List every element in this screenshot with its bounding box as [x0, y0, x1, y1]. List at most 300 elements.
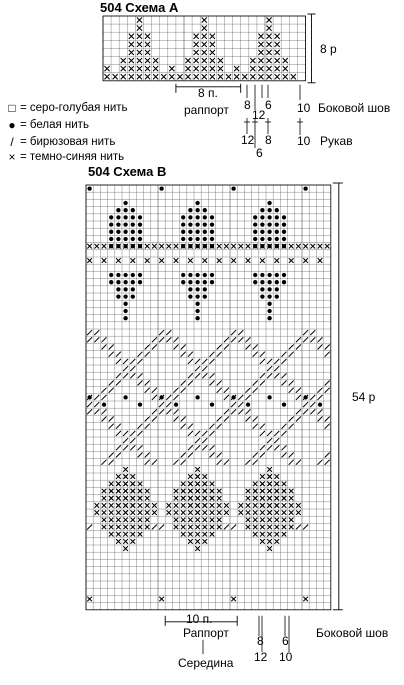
cross-mark — [188, 489, 193, 494]
cross-mark — [195, 539, 200, 544]
slash-mark — [281, 380, 286, 385]
cross-mark — [195, 532, 200, 537]
cross-mark — [102, 489, 107, 494]
cross-mark — [109, 503, 114, 508]
cross-mark — [123, 517, 128, 522]
dot-mark — [275, 294, 279, 298]
dot-mark — [123, 273, 127, 277]
cross-mark — [188, 258, 193, 263]
chart-b-title: 504 Схема В — [88, 164, 167, 179]
cross-mark — [202, 525, 207, 530]
cross-mark — [174, 510, 179, 515]
dot-mark — [131, 280, 135, 284]
dot-mark — [253, 222, 257, 226]
slash-mark — [274, 445, 279, 450]
slash-mark — [109, 424, 114, 429]
cross-mark — [246, 510, 251, 515]
cross-mark — [267, 474, 272, 479]
cross-mark — [267, 467, 272, 472]
cross-mark — [274, 517, 279, 522]
slash-mark — [181, 452, 186, 457]
cross-mark — [138, 503, 143, 508]
slash-mark — [145, 352, 150, 357]
slash-mark — [267, 366, 272, 371]
cross-mark — [123, 546, 128, 551]
slash-mark — [188, 452, 193, 457]
cross-mark — [217, 496, 222, 501]
dot-mark — [210, 230, 214, 234]
cross-mark — [174, 525, 179, 530]
cross-mark — [253, 525, 258, 530]
chart-b-mark-12: 12 — [254, 650, 268, 664]
cross-mark — [253, 532, 258, 537]
cross-mark — [138, 532, 143, 537]
cross-mark — [166, 503, 171, 508]
cross-mark — [130, 503, 135, 508]
slash-mark — [245, 388, 250, 393]
chart-a-sleeve-label: Рукав — [320, 134, 353, 148]
cross-mark — [289, 517, 294, 522]
dot-mark — [123, 294, 127, 298]
dot-mark — [203, 280, 207, 284]
cross-mark — [159, 244, 164, 249]
slash-mark — [296, 395, 301, 400]
cross-mark — [303, 597, 308, 602]
cross-mark — [325, 244, 330, 249]
dot-mark — [188, 237, 192, 241]
cross-mark — [195, 546, 200, 551]
dot-mark — [203, 273, 207, 277]
slash-mark — [188, 359, 193, 364]
slash-mark — [253, 344, 258, 349]
cross-mark — [253, 489, 258, 494]
dot-mark — [267, 215, 271, 219]
cross-mark — [246, 496, 251, 501]
cross-mark — [260, 532, 265, 537]
dot-mark — [246, 402, 250, 406]
slash-mark — [274, 431, 279, 436]
legend-label: = темно-синяя нить — [20, 151, 125, 163]
cross-mark — [274, 525, 279, 530]
slash-mark — [152, 337, 157, 342]
dot-mark — [138, 215, 142, 219]
slash-mark — [281, 445, 286, 450]
dot-mark — [131, 287, 135, 291]
cross-mark — [310, 244, 315, 249]
cross-mark — [116, 258, 121, 263]
slash-mark — [267, 445, 272, 450]
slash-mark — [289, 388, 294, 393]
slash-mark — [87, 402, 92, 407]
cross-mark — [145, 258, 150, 263]
dot-mark — [267, 222, 271, 226]
dot-mark — [116, 287, 120, 291]
cross-mark — [102, 244, 107, 249]
dot-mark — [181, 222, 185, 226]
cross-mark — [116, 503, 121, 508]
dot-mark — [203, 294, 207, 298]
dot-mark — [109, 273, 113, 277]
slash-mark — [123, 438, 128, 443]
cross-mark — [138, 496, 143, 501]
slash-mark — [181, 352, 186, 357]
cross-mark — [130, 517, 135, 522]
dot-mark — [109, 280, 113, 284]
slash-mark — [181, 380, 186, 385]
slash-mark — [123, 431, 128, 436]
dot-mark — [116, 273, 120, 277]
cross-mark — [195, 503, 200, 508]
slash-mark — [109, 352, 114, 357]
slash-mark — [130, 366, 135, 371]
cross-mark — [210, 532, 215, 537]
cross-mark — [246, 503, 251, 508]
dot-mark — [195, 273, 199, 277]
cross-mark — [116, 481, 121, 486]
dot-mark — [275, 208, 279, 212]
cross-mark — [274, 481, 279, 486]
slash-mark — [245, 395, 250, 400]
dot-mark — [195, 222, 199, 226]
cross-mark — [138, 510, 143, 515]
slash-mark — [145, 424, 150, 429]
cross-mark — [109, 525, 114, 530]
slash-mark — [173, 388, 178, 393]
slash-mark — [152, 409, 157, 414]
slash-mark — [152, 395, 157, 400]
cross-mark — [138, 517, 143, 522]
legend-label: = белая нить — [20, 119, 89, 131]
cross-mark — [195, 474, 200, 479]
slash-mark — [296, 337, 301, 342]
cross-mark — [174, 496, 179, 501]
dot-mark — [188, 273, 192, 277]
dot-mark — [188, 230, 192, 234]
cross-mark — [260, 510, 265, 515]
dot-mark — [195, 201, 199, 205]
chart-a-mark-8: 8 — [244, 98, 251, 112]
slash-mark — [137, 359, 142, 364]
dot-mark — [123, 316, 127, 320]
slash-mark — [101, 409, 106, 414]
cross-mark — [238, 244, 243, 249]
cross-mark — [188, 481, 193, 486]
slash-mark — [116, 373, 121, 378]
cross-mark — [181, 496, 186, 501]
slash-mark — [245, 337, 250, 342]
slash-mark — [296, 409, 301, 414]
cross-mark — [267, 481, 272, 486]
cross-mark — [166, 244, 171, 249]
slash-mark — [166, 409, 171, 414]
cross-mark — [152, 510, 157, 515]
cross-mark — [116, 510, 121, 515]
slash-mark — [116, 431, 121, 436]
dot-mark — [260, 222, 264, 226]
slash-mark — [145, 344, 150, 349]
dot-mark — [231, 395, 235, 399]
slash-mark — [245, 409, 250, 414]
cross-mark — [123, 532, 128, 537]
cross-mark — [123, 489, 128, 494]
slash-mark — [260, 424, 265, 429]
slash-mark — [267, 373, 272, 378]
slash-mark — [281, 424, 286, 429]
slash-mark — [310, 402, 315, 407]
dot-mark — [131, 294, 135, 298]
slash-mark — [195, 366, 200, 371]
dot-mark — [123, 309, 127, 313]
slash-mark — [123, 445, 128, 450]
slash-mark — [260, 445, 265, 450]
slash-mark — [145, 388, 150, 393]
cross-mark — [202, 510, 207, 515]
cross-mark — [267, 525, 272, 530]
slash-mark — [303, 337, 308, 342]
cross-mark — [130, 532, 135, 537]
slash-mark — [310, 337, 315, 342]
slash-mark — [152, 388, 157, 393]
dot-mark — [109, 237, 113, 241]
cross-mark — [282, 517, 287, 522]
slash-mark — [217, 380, 222, 385]
dot-mark — [260, 215, 264, 219]
cross-mark — [123, 503, 128, 508]
slash-mark — [317, 416, 322, 421]
slash-mark — [195, 373, 200, 378]
dot-mark — [123, 280, 127, 284]
slash-mark — [159, 409, 164, 414]
slash-mark — [317, 460, 322, 465]
chart-b-mark-8: 8 — [257, 634, 264, 648]
slash-mark — [209, 431, 214, 436]
cross-mark — [116, 539, 121, 544]
cross-mark — [109, 517, 114, 522]
cross-mark — [138, 525, 143, 530]
slash-mark — [281, 359, 286, 364]
dot-mark — [253, 280, 257, 284]
slash-mark — [217, 416, 222, 421]
slash-mark — [289, 416, 294, 421]
slash-mark — [130, 373, 135, 378]
slash-mark — [152, 460, 157, 465]
cross-mark — [181, 503, 186, 508]
slash-mark — [253, 460, 258, 465]
slash-mark — [116, 452, 121, 457]
slash-mark — [87, 337, 92, 342]
dot-mark — [87, 395, 91, 399]
cross-mark — [246, 525, 251, 530]
dot-mark — [275, 230, 279, 234]
cross-mark — [152, 244, 157, 249]
slash-mark — [181, 344, 186, 349]
slash-mark — [159, 524, 164, 529]
cross-mark — [253, 496, 258, 501]
cross-mark — [195, 517, 200, 522]
chart-a-title: 504 Схема А — [100, 0, 179, 15]
dot-mark — [260, 230, 264, 234]
cross-mark — [159, 258, 164, 263]
slash-mark — [159, 402, 164, 407]
cross-mark — [260, 496, 265, 501]
slash-mark — [173, 344, 178, 349]
dot-mark — [275, 215, 279, 219]
slash-mark — [173, 409, 178, 414]
slash-mark — [253, 452, 258, 457]
slash-mark — [109, 416, 114, 421]
cross-mark — [202, 489, 207, 494]
cross-mark — [116, 525, 121, 530]
slash-mark — [195, 445, 200, 450]
cross-mark — [138, 481, 143, 486]
slash-mark — [137, 424, 142, 429]
dot-mark — [203, 287, 207, 291]
cross-mark — [246, 244, 251, 249]
cross-mark — [174, 503, 179, 508]
slash-mark — [173, 416, 178, 421]
dot-mark — [116, 280, 120, 284]
dot-mark — [195, 208, 199, 212]
dot-mark — [131, 237, 135, 241]
dot-mark — [131, 230, 135, 234]
slash-mark — [123, 366, 128, 371]
slash-mark — [109, 452, 114, 457]
dot-mark — [181, 237, 185, 241]
dot-mark — [267, 230, 271, 234]
dot-mark — [138, 222, 142, 226]
cross-mark — [195, 481, 200, 486]
cross-mark — [188, 503, 193, 508]
cross-mark — [224, 510, 229, 515]
cross-mark — [116, 496, 121, 501]
dot-mark — [123, 215, 127, 219]
dot-mark — [267, 294, 271, 298]
slash-mark — [94, 395, 99, 400]
slash-mark — [231, 402, 236, 407]
dot-mark — [282, 222, 286, 226]
cross-mark — [116, 532, 121, 537]
slash-mark — [109, 344, 114, 349]
dot-mark — [210, 222, 214, 226]
dot-mark — [267, 273, 271, 277]
cross-mark — [274, 489, 279, 494]
slash-mark — [289, 352, 294, 357]
dot-mark — [116, 222, 120, 226]
slash-mark — [145, 452, 150, 457]
cross-mark — [94, 510, 99, 515]
cross-mark — [202, 532, 207, 537]
cross-mark — [130, 481, 135, 486]
slash-mark — [217, 424, 222, 429]
slash-mark — [267, 438, 272, 443]
dot-icon: ● — [8, 118, 16, 132]
dot-mark — [210, 273, 214, 277]
slash-mark — [137, 373, 142, 378]
cross-mark — [260, 525, 265, 530]
cross-mark — [217, 517, 222, 522]
slash-mark — [130, 438, 135, 443]
dot-mark — [275, 237, 279, 241]
slash-icon: / — [10, 135, 14, 149]
dot-mark — [260, 237, 264, 241]
dot-mark — [123, 201, 127, 205]
cross-mark — [260, 503, 265, 508]
cross-mark — [274, 258, 279, 263]
dot-mark — [174, 402, 178, 406]
cross-mark — [166, 510, 171, 515]
dot-mark — [195, 302, 199, 306]
cross-mark — [188, 532, 193, 537]
chart-a-sleeve-mark-10: 10 — [297, 134, 311, 148]
dot-mark — [123, 395, 127, 399]
slash-mark — [267, 359, 272, 364]
dot-mark — [188, 222, 192, 226]
slash-mark — [109, 388, 114, 393]
cross-mark — [181, 532, 186, 537]
dot-mark — [138, 402, 142, 406]
cross-mark — [202, 474, 207, 479]
slash-mark — [101, 344, 106, 349]
cross-mark — [289, 503, 294, 508]
slash-mark — [325, 452, 330, 457]
dot-mark — [267, 395, 271, 399]
legend-label: = серо-голубая нить — [20, 102, 128, 114]
cross-mark — [102, 496, 107, 501]
chart-a-sleeve-mark-6: 6 — [256, 146, 263, 160]
slash-mark — [224, 409, 229, 414]
cross-mark — [260, 489, 265, 494]
slash-mark — [224, 344, 229, 349]
slash-mark — [310, 330, 315, 335]
slash-mark — [231, 337, 236, 342]
dot-mark — [123, 222, 127, 226]
dot-mark — [260, 280, 264, 284]
cross-mark — [109, 510, 114, 515]
cross-mark — [260, 474, 265, 479]
slash-mark — [181, 416, 186, 421]
dot-mark — [267, 309, 271, 313]
dot-mark — [123, 208, 127, 212]
slash-mark — [267, 431, 272, 436]
slash-mark — [303, 409, 308, 414]
dot-mark — [87, 186, 91, 190]
slash-mark — [181, 424, 186, 429]
cross-mark — [224, 244, 229, 249]
dot-mark — [303, 186, 307, 190]
cross-mark — [202, 496, 207, 501]
cross-mark — [94, 244, 99, 249]
slash-mark — [260, 431, 265, 436]
slash-mark — [173, 337, 178, 342]
slash-mark — [217, 352, 222, 357]
cross-mark — [274, 496, 279, 501]
slash-mark — [253, 380, 258, 385]
cross-mark — [123, 481, 128, 486]
chart-b-cells — [86, 185, 331, 610]
cross-mark — [282, 489, 287, 494]
cross-mark — [246, 517, 251, 522]
slash-mark — [188, 445, 193, 450]
dot-mark — [181, 215, 185, 219]
slash-mark — [281, 452, 286, 457]
cross-mark — [231, 258, 236, 263]
dot-mark — [260, 273, 264, 277]
slash-mark — [209, 373, 214, 378]
slash-mark — [145, 460, 150, 465]
cross-mark — [145, 503, 150, 508]
chart-b-repeat-label: Раппорт — [183, 626, 229, 640]
cross-mark — [116, 489, 121, 494]
